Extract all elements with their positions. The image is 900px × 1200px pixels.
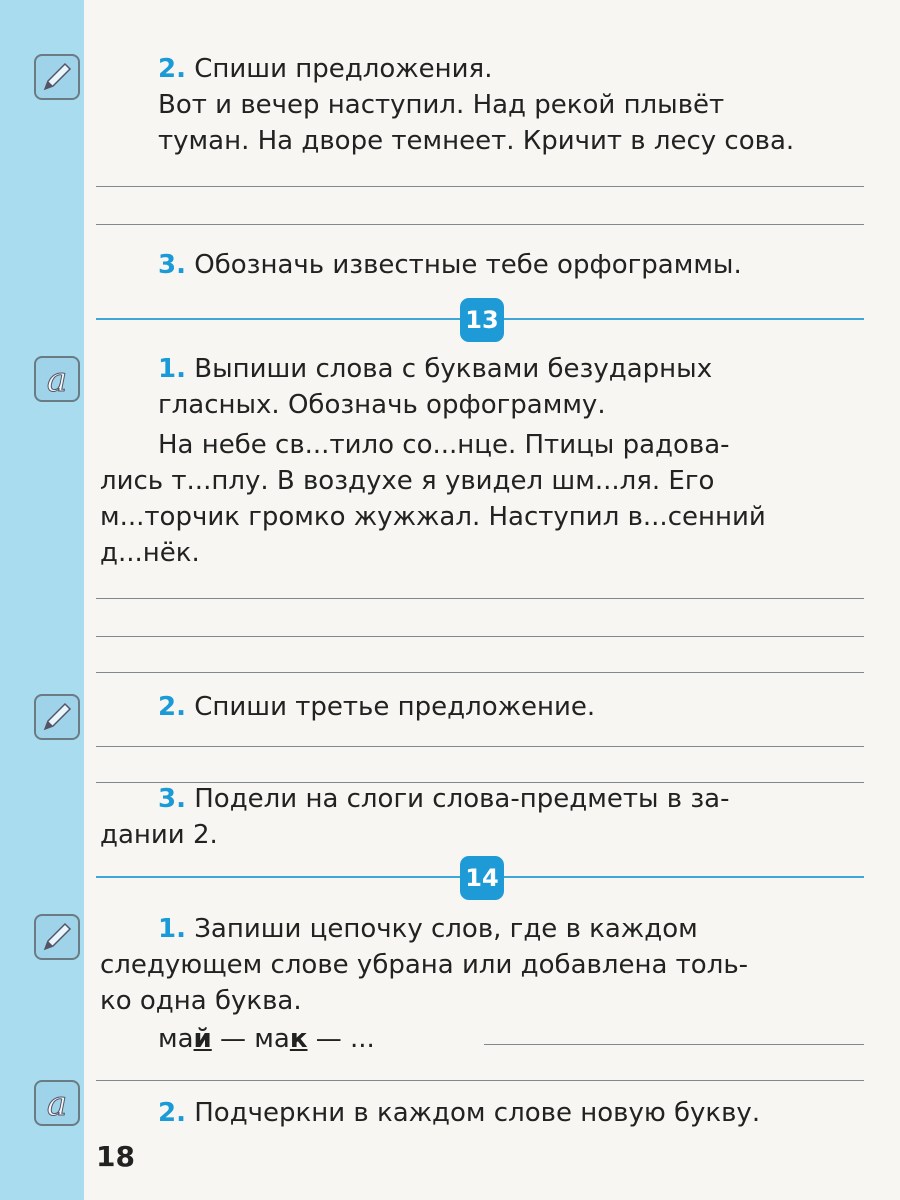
task-heading: 3. Подели на слоги слова-предметы в за-	[158, 784, 730, 814]
section-badge: 14	[460, 856, 504, 900]
text-line: д...нёк.	[100, 538, 200, 568]
task-heading: 1. Выпиши слова с буквами безударных	[158, 354, 713, 384]
pencil-icon	[34, 694, 80, 740]
svg-text:a: a	[46, 360, 68, 400]
task-heading: 2. Спиши предложения.	[158, 54, 493, 84]
letter-a-icon	[34, 1080, 80, 1126]
writing-line[interactable]	[96, 598, 864, 599]
task-heading: 2. Спиши третье предложение.	[158, 692, 596, 722]
text-line: м...торчик громко жужжал. Наступил в...сенний	[100, 502, 766, 532]
text-line: ко одна буква.	[100, 986, 302, 1016]
writing-line[interactable]	[96, 224, 864, 225]
writing-line[interactable]	[96, 186, 864, 187]
task-heading: 1. Запиши цепочку слов, где в каждом	[158, 914, 698, 944]
text-line: лись т...плу. В воздухе я увидел шм...ля. Его	[100, 466, 715, 496]
writing-line[interactable]	[96, 1080, 864, 1081]
text-line: дании 2.	[100, 820, 218, 850]
svg-text:a: a	[46, 1084, 68, 1124]
text-line: туман. На дворе темнеет. Кричит в лесу сова.	[158, 126, 795, 156]
section-badge: 13	[460, 298, 504, 342]
page-number: 18	[96, 1140, 135, 1173]
text-line: На небе св...тило со...нце. Птицы радова-	[158, 430, 730, 460]
letter-a-icon	[34, 356, 80, 402]
task-heading: 3. Обозначь известные тебе орфограммы.	[158, 250, 742, 280]
writing-line[interactable]	[96, 636, 864, 637]
pencil-icon	[34, 914, 80, 960]
text-line: Вот и вечер наступил. Над рекой плывёт	[158, 90, 725, 120]
margin-strip	[0, 0, 84, 1200]
pencil-icon	[34, 54, 80, 100]
writing-line[interactable]	[96, 672, 864, 673]
writing-line[interactable]	[96, 746, 864, 747]
text-line: гласных. Обозначь орфограмму.	[158, 390, 606, 420]
task-heading: 2. Подчеркни в каждом слове новую букву.	[158, 1098, 761, 1128]
word-chain: май — мак — ...	[158, 1024, 375, 1054]
text-line: следующем слове убрана или добавлена толь-	[100, 950, 749, 980]
writing-line[interactable]	[484, 1044, 864, 1045]
